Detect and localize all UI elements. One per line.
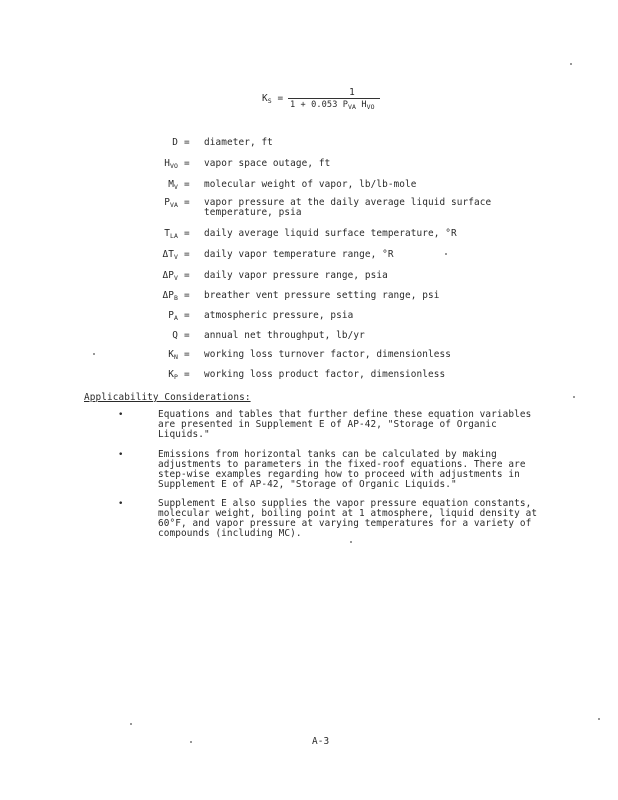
equation-numerator: 1 bbox=[349, 87, 355, 98]
page-number: A-3 bbox=[312, 736, 330, 747]
scan-speck bbox=[350, 541, 352, 543]
scan-speck bbox=[445, 253, 447, 255]
applicability-heading: Applicability Considerations: bbox=[84, 392, 251, 403]
scan-speck bbox=[570, 63, 572, 65]
scan-speck bbox=[190, 741, 192, 743]
bullet-icon: • bbox=[118, 450, 124, 460]
scan-speck bbox=[93, 353, 95, 355]
ks-equation bbox=[262, 88, 392, 114]
bullet-icon: • bbox=[118, 410, 124, 420]
equation-denominator: 1 + 0.053 $P_{VA}$ $H_{VO}$ bbox=[290, 100, 375, 111]
fraction-bar bbox=[288, 98, 380, 99]
bullet-icon: • bbox=[118, 499, 124, 509]
equation-lhs: $K_S$ = bbox=[262, 93, 284, 105]
scan-speck bbox=[573, 396, 575, 398]
scan-speck bbox=[598, 718, 600, 720]
scan-speck bbox=[130, 723, 132, 725]
document-page: $K_S$ = 1 1 + 0.053 $P_{VA}$ $H_{VO}$ D = diameter, ft $H_{VO}$ = vapor space outage, ft $M_V$ = molecular weight of vapor, lb/lb-mole $P_{VA}$ = vapor pressure at the daily average liquid surface temperature, psia $T_{LA}$ = daily average liquid surface temperature, °R $\Delta T_V$ = daily vapor temperature range, °R $\Delta P_V$ = daily vapor pressure range, psia $\Delta P_B$ = breather vent pressure setting range, psi $P_A$ = atmospheric pressure, psia Q = annual net throughput, lb/yr $K_N$ = working loss turnover factor, dimensionless $K_P$ = working loss product factor, dimensionless Applicability Considerations: • Equations and tables that further define these equation variables are presented in Supplement E of AP-42, "Storage of Organic Liquids." • Emissions from horizontal tanks can be calculated by making adjustments to parameters in the fixed-roof equations. There are step-wise examples regarding how to proceed with adjustments in Supplement E of AP-42, "Storage of Organic Liquids." • Supplement E also supplies the vapor pressure equation constants, molecular weight, boiling point at 1 atmosphere, liquid density at 60°F, and vapor pressure at varying temperatures for a variety of compounds (including MC). A-3 bbox=[0, 0, 618, 800]
